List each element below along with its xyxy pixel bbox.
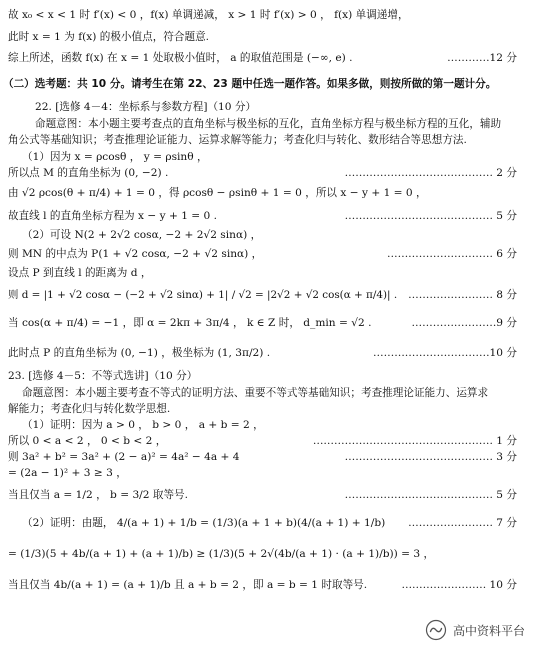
watermark	[425, 619, 525, 641]
line-score: …………12 分	[447, 52, 517, 64]
line-text: 所以 0 < a < 2 ， 0 < b < 2 ，	[8, 435, 167, 447]
line-score: …………………………………… 3 分	[344, 451, 517, 463]
line-text: 23. [选修 4－5：不等式选讲]（10 分）	[8, 370, 198, 382]
line-score: ………………………… 6 分	[386, 248, 517, 260]
line-text: 当 cos(α + π/4) = −1 ，即 α = 2kπ + 3π/4 ， k ∈ Z 时， d_min = √2 .	[8, 317, 372, 329]
line-text: 则 MN 的中点为 P(1 + √2 cosα, −2 + √2 sinα) ，	[8, 248, 263, 260]
line-text: 当且仅当 a = 1/2 ， b = 3/2 取等号.	[8, 489, 189, 501]
line-score: …………………………………………… 1 分	[312, 435, 517, 447]
line-text: 则 d = |1 + √2 cosα − (−2 + √2 sinα) + 1| / √2 = |2√2 + √2 cos(α + π/4)| .	[8, 289, 398, 301]
line-text: 则 3a² + b² = 3a² + (2 − a)² = 4a² − 4a + 4	[8, 451, 240, 463]
line-score: …………………………………… 2 分	[344, 167, 517, 179]
line-text: 解能力；考查化归与转化数学思想.	[8, 403, 171, 415]
line-text: （2）可设 N(2 + 2√2 cosα, −2 + 2√2 sinα) ，	[22, 229, 262, 241]
line-text: 命题意图：本小题主要考查点的直角坐标与极坐标的互化，直角坐标方程与极坐标方程的互化，辅助	[35, 118, 502, 130]
line-score: ……………………………10 分	[373, 347, 517, 359]
line-score: …………………… 8 分	[408, 289, 517, 301]
wechat-channel-icon	[425, 619, 447, 641]
line-text: 所以点 M 的直角坐标为 (0, −2) .	[8, 167, 169, 179]
line-text: 故直线 l 的直角坐标方程为 x − y + 1 = 0 .	[8, 210, 218, 222]
line-text: = (1/3)(5 + 4b/(a + 1) + (a + 1)/b) ≥ (1/3)(5 + 2√(4b/(a + 1) · (a + 1)/b)) = 3 ，	[8, 548, 435, 560]
line-text: 此时点 P 的直角坐标为 (0, −1) ，极坐标为 (1, 3π/2) .	[8, 347, 271, 359]
line-score: ……………………9 分	[411, 317, 517, 329]
watermark-text: 高中资料平台	[452, 623, 525, 638]
line-text: 22. [选修 4－4：坐标系与参数方程]（10 分）	[35, 101, 257, 113]
line-text: （2）证明：由题， 4/(a + 1) + 1/b = (1/3)(a + 1 + b)(4/(a + 1) + 1/b)	[22, 517, 386, 529]
line-score: …………………………………… 5 分	[344, 489, 517, 501]
line-text: 故 x₀ < x < 1 时 f′(x) < 0 ，f(x) 单调递减， x > 1 时 f′(x) > 0 ， f(x) 单调递增，	[8, 9, 409, 21]
line-text: 综上所述，函数 f(x) 在 x = 1 处取极小值时， a 的取值范围是 (−∞, e) .	[8, 52, 353, 64]
line-text: （1）因为 x = ρcosθ ， y = ρsinθ ，	[22, 151, 208, 163]
line-text: 此时 x = 1 为 f(x) 的极小值点，符合题意.	[8, 31, 210, 43]
line-text: （1）证明：因为 a > 0 ， b > 0 ， a + b = 2 ，	[22, 419, 264, 431]
line-text: （二）选考题：共 10 分。请考生在第 22、23 题中任选一题作答。如果多做，则按所做的第一题计分。	[3, 78, 497, 90]
line-score: …………………… 7 分	[408, 517, 517, 529]
line-text: 设点 P 到直线 l 的距离为 d ，	[8, 267, 152, 279]
line-text: 命题意图：本小题主要考查不等式的证明方法、重要不等式等基础知识；考查推理论证能力、运算求	[22, 387, 489, 399]
line-score: …………………………………… 5 分	[344, 210, 517, 222]
line-text: 角公式等基础知识；考查推理论证能力、运算求解等能力；考查化归与转化、数形结合等思想方法.	[8, 134, 467, 146]
line-text: = (2a − 1)² + 3 ≥ 3 ，	[8, 467, 127, 479]
line-text: 由 √2 ρcos(θ + π/4) + 1 = 0 ，得 ρcosθ − ρsinθ + 1 = 0 ，所以 x − y + 1 = 0 ，	[8, 187, 427, 199]
line-text: 当且仅当 4b/(a + 1) = (a + 1)/b 且 a + b = 2 ，即 a = b = 1 时取等号.	[8, 579, 368, 591]
line-score: …………………… 10 分	[401, 579, 517, 591]
